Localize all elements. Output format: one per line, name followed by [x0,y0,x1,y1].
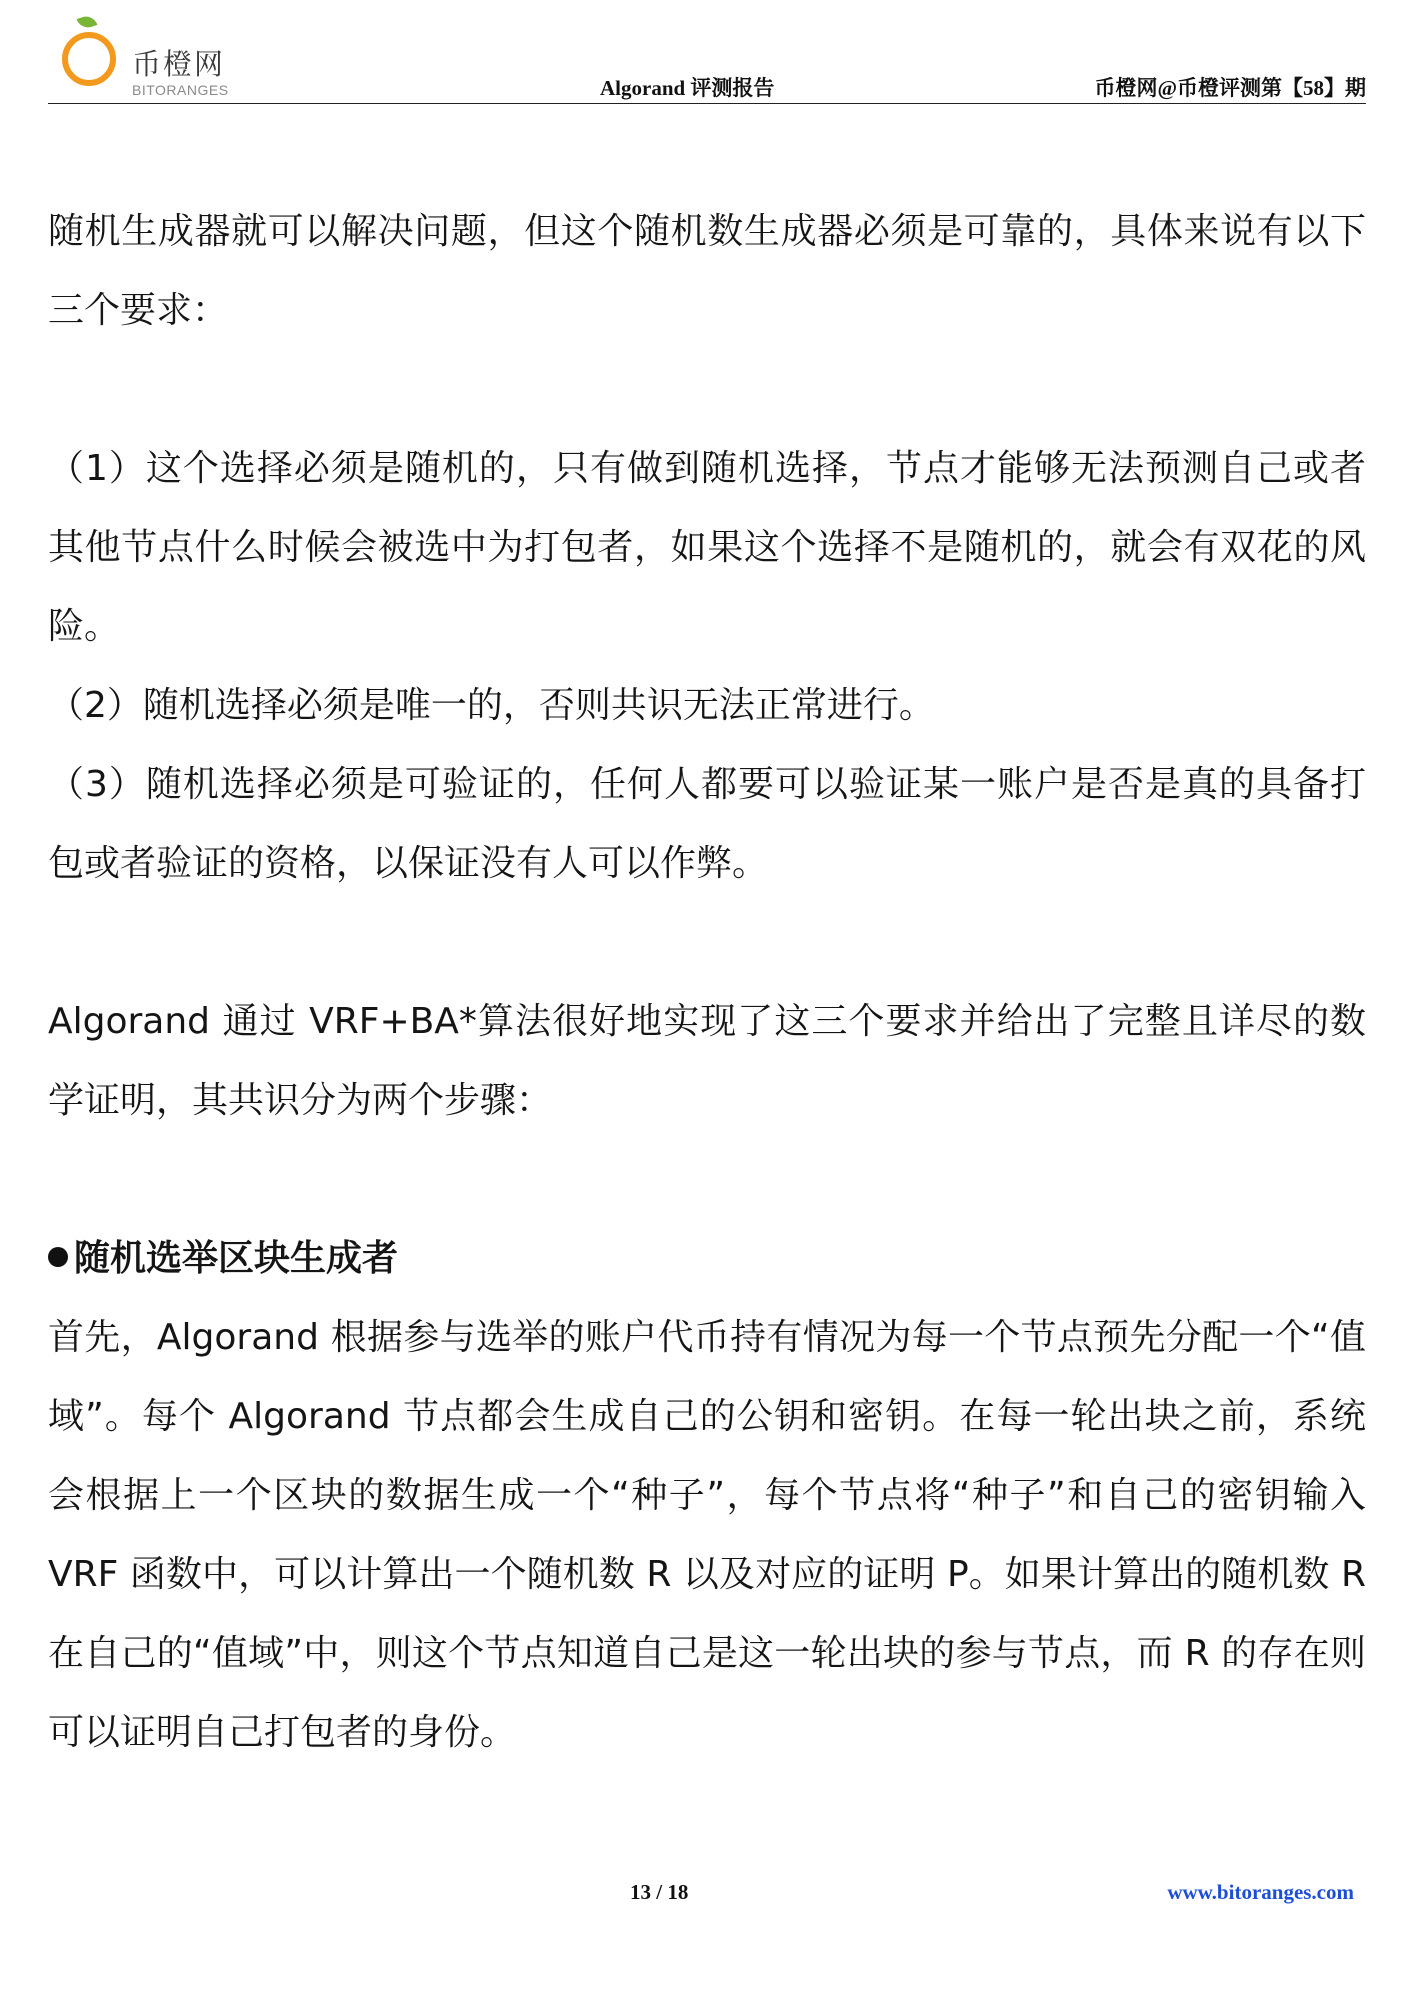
section-paragraph: 首先，Algorand 根据参与选举的账户代币持有情况为每一个节点预先分配一个“值域”。每个 Algorand 节点都会生成自己的公钥和密钥。在每一轮出块之前，系统会根据上一个区块的数据生成一个“种子”，每个节点将“种子”和自己的密钥输入 VRF 函数中，可以计算出一个随机数 R 以及对应的证明 P。如果计算出的随机数 R 在自己的“值域”中，则这个节点知道自己是这一轮出块的参与节点，而 R 的存在则可以证明自己打包者的身份。 [48,1317,1366,1753]
paragraph-spacer [48,1140,1366,1219]
document-body [48,192,1366,1772]
requirement-1: （1）这个选择必须是随机的，只有做到随机选择，节点才能够无法预测自己或者其他节点什么时候会被选中为打包者，如果这个选择不是随机的，就会有双花的风险。 [48,448,1366,647]
page-number: 13 / 18 [630,1880,689,1904]
bullet-icon [48,1247,68,1267]
header-report-title: Algorand 评测报告 [600,76,775,100]
requirement-2: （2）随机选择必须是唯一的，否则共识无法正常进行。 [48,685,935,726]
summary-paragraph: Algorand 通过 VRF+BA*算法很好地实现了这三个要求并给出了完整且详尽的数学证明，其共识分为两个步骤： [48,1001,1366,1121]
paragraph-spacer [48,350,1366,429]
section-heading [48,1219,1366,1298]
bitoranges-logo [60,14,260,98]
orange-ring-icon [62,32,116,86]
logo-chinese-name: 币橙网 [132,47,226,81]
header-issue-label: 币橙网@币橙评测第【58】期 [1094,76,1366,100]
paragraph-spacer [48,903,1366,982]
orange-leaf-icon [77,14,98,31]
section-heading-text: 随机选举区块生成者 [74,1238,399,1279]
header-divider [48,103,1366,104]
requirement-3: （3）随机选择必须是可验证的，任何人都要可以验证某一账户是否是真的具备打包或者验证的资格，以保证没有人可以作弊。 [48,764,1366,884]
footer-website-link[interactable]: www.bitoranges.com [1167,1880,1354,1904]
intro-paragraph: 随机生成器就可以解决问题，但这个随机数生成器必须是可靠的，具体来说有以下三个要求： [48,211,1366,331]
logo-english-name: BITORANGES [132,82,229,98]
